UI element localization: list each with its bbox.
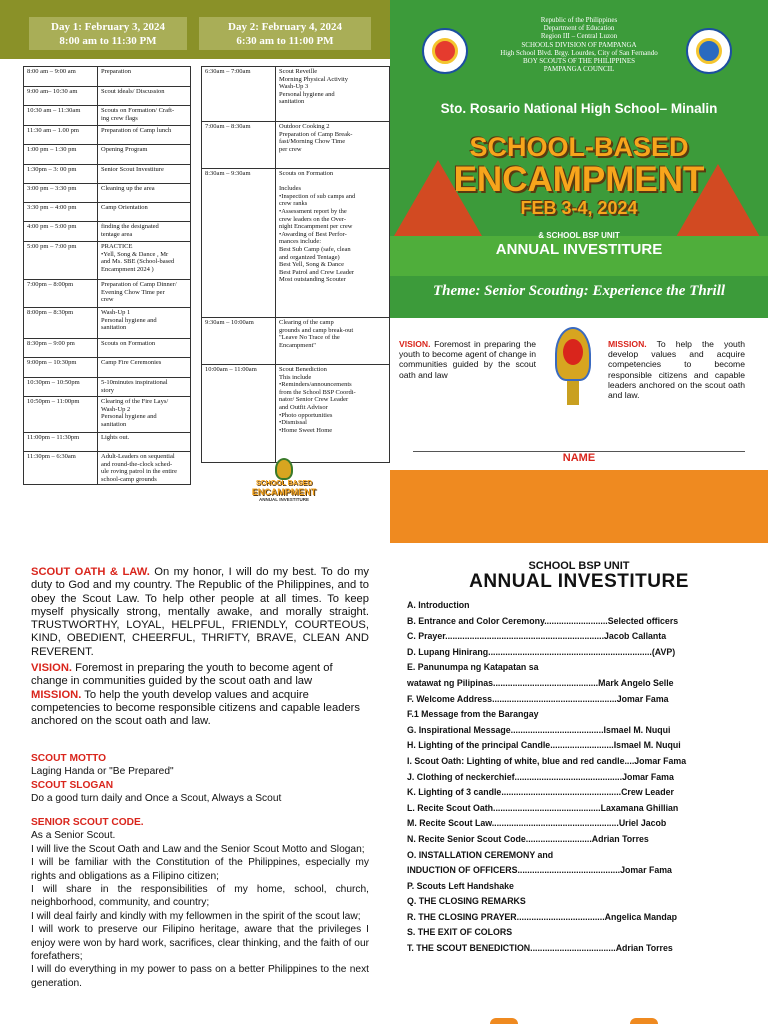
title-dates: FEB 3-4, 2024	[520, 198, 638, 218]
program-item: INDUCTION OF OFFICERS..........................................Jomar Fama	[407, 865, 672, 876]
subtitle-bsp-unit: & SCHOOL BSP UNIT	[538, 231, 620, 240]
schedule-row	[202, 67, 390, 122]
schedule-activity: Senior Scout Investiture	[98, 165, 191, 184]
schedule-activity: Scout ideals/ Discussion	[98, 87, 191, 106]
day1-date: Day 1: February 3, 2024	[51, 21, 165, 33]
schedule-activity: Preparation of Camp lunch	[98, 126, 191, 145]
motto-slogan-block	[31, 752, 369, 806]
motto-text: Laging Handa or "Be Prepared"	[31, 766, 174, 778]
cover-vision-label: VISION.	[399, 339, 431, 349]
school-name: Sto. Rosario National High School– Minalin	[440, 101, 718, 116]
gov-line: Region III – Central Luzon	[540, 32, 618, 41]
schedule-activity: Scout Benediction This include •Reminders/announcements from the School BSP Coordi- nator/ Senior Crew Leader and Outfit Advisor •Photo opportunities •Dismissal •Home Sweet Home	[276, 365, 390, 463]
orange-accent-left	[490, 1018, 518, 1024]
left-vision-label: VISION.	[31, 662, 73, 674]
small-logo-line1: SCHOOL BASED	[255, 480, 313, 487]
schedule-activity: Camp Fire Ceremonies	[98, 358, 191, 378]
schedule-time: 1:00 pm – 1:30 pm	[24, 145, 98, 165]
schedule-activity: Outdoor Cooking 2 Preparation of Camp Break- fast/Morning Chow Time per crew	[276, 122, 390, 169]
program-item: P. Scouts Left Handshake	[407, 880, 514, 891]
schedule-time: 11:30 am – 1.00 pm	[24, 126, 98, 145]
schedule-row	[24, 87, 191, 106]
small-logo-line3: ANNUAL INVESTITURE	[259, 497, 309, 502]
name-label: NAME	[562, 452, 596, 464]
division-seal-icon	[686, 28, 732, 74]
program-item: J. Clothing of neckerchief............................................Jomar Fama	[407, 771, 674, 782]
program-item: G. Inspirational Message......................................Ismael M. Nuqui	[407, 724, 671, 735]
left-vision-mission	[31, 662, 369, 728]
schedule-row	[202, 122, 390, 169]
schedule-row	[24, 339, 191, 358]
schedule-activity: Lights out.	[98, 433, 191, 452]
cover-mission	[608, 339, 745, 400]
code-label: SENIOR SCOUT CODE.	[31, 817, 144, 828]
title-school-based: SCHOOL-BASED	[469, 132, 689, 162]
schedule-row	[24, 397, 191, 433]
gov-line: PAMPANGA COUNCIL	[543, 65, 615, 74]
schedule-time: 10:00am – 11:00am	[202, 365, 276, 463]
schedule-time: 9:00 am– 10:30 am	[24, 87, 98, 106]
program-item: I. Scout Oath: Lighting of white, blue and red candle....Jomar Fama	[407, 755, 687, 766]
program-title-2: ANNUAL INVESTITURE	[469, 571, 689, 592]
code-item: I will do everything in my power to pass on a better Philippines to the next generation.	[31, 964, 369, 989]
deped-seal-icon	[422, 28, 468, 74]
theme-banner: Theme: Senior Scouting: Experience the Thrill	[432, 283, 726, 299]
gov-line: BOY SCOUTS OF THE PHILIPPINES	[522, 57, 636, 66]
orange-accent-right	[630, 1018, 658, 1024]
schedule-time: 10:30 am – 11:30am	[24, 106, 98, 126]
left-vision-text: Foremost in preparing the youth to become agent of change in communities guided by the scout oath and law	[31, 662, 333, 688]
schedule-time: 9:00pm – 10:30pm	[24, 358, 98, 378]
program-item: watawat ng Pilipinas...........................................Mark Angelo Selle	[407, 677, 674, 688]
day1-time: 8:00 am to 11:30 PM	[59, 35, 157, 47]
schedule-time: 9:30am – 10:00am	[202, 318, 276, 365]
schedule-activity: Preparation	[98, 67, 191, 87]
program-item: N. Recite Senior Scout Code...........................Adrian Torres	[407, 833, 649, 844]
schedule-time: 8:00pm – 8:30pm	[24, 308, 98, 339]
schedule-activity: Clearing of the Fire Lays/ Wash-Up 2 Personal hygiene and sanitation	[98, 397, 191, 433]
schedule-activity: Cleaning up the area	[98, 184, 191, 203]
schedule-time: 6:30am – 7:00am	[202, 67, 276, 122]
schedule-activity: Camp Orientation	[98, 203, 191, 222]
slogan-text: Do a good turn daily and Once a Scout, Always a Scout	[31, 793, 282, 805]
scout-oath-label: SCOUT OATH & LAW.	[31, 566, 150, 578]
code-item: I will live the Scout Oath and Law and the Senior Scout Motto and Slogan;	[31, 843, 365, 855]
cover-mission-label: MISSION.	[608, 339, 647, 349]
schedule-time: 3:00 pm – 3:30 pm	[24, 184, 98, 203]
encampment-small-logo	[249, 458, 319, 526]
cover-mission-text: To help the youth develop values and acquire competencies to become responsible citizens and capable leaders anchored on the scout oath and law.	[608, 339, 745, 401]
program-item: M. Recite Scout Law....................................................Uriel Jacob	[407, 818, 667, 829]
left-mission-text: To help the youth develop values and acquire competencies to become responsible citizens and capable leaders anchored on the scout oath and law.	[31, 688, 360, 728]
left-mission-label: MISSION.	[31, 688, 82, 701]
scout-emblem-icon	[275, 458, 293, 480]
cover-vision-text: Foremost in preparing the youth to become agent of change in communities guided by the scout oath and law	[399, 339, 536, 380]
schedule-activity: Scouts on Formation Includes •Inspection of sub camps and crew ranks •Assessment report by the crew leaders on the Over- night Encampment per crew •Awarding of Best Perfor- mances include: Best Sub Camp (safe, clean and organized Tentage) Best Yell, Song & Dance Best Patrol and Crew Leader Most outstanding Scouter	[276, 169, 390, 318]
schedule-activity: Opening Program	[98, 145, 191, 165]
code-item: I will work to preserve our Filipino heritage, aware that the privileges I enjoy were won by hard work, sacrifices, clear thinking, and the faith of our forefathers;	[31, 924, 369, 963]
gov-line: High School Blvd. Brgy. Lourdes, City of San Fernando	[500, 48, 658, 57]
day1-header	[29, 17, 187, 50]
program-item: H. Lighting of the principal Candle..........................Ismael M. Nuqui	[407, 740, 681, 751]
program-title-1: SCHOOL BSP UNIT	[528, 560, 630, 572]
code-item: I will be familiar with the Constitution of the Philippines, especially my rights and obligations as a Filipino citizen;	[31, 857, 369, 882]
scout-oath-text: On my honor, I will do my best. To do my duty to God and my country. The Republic of the Philippines, and to obey the Scout Law. To help other people at all times. To keep myself physically strong, mentally awake, and morally straight. TRUSTWORTHY, LOYAL, HELPFUL, FRIENDLY, COURTEOUS, KIND, OBEDIENT, CHEERFUL, THRIFTY, BRAVE, CLEAN AND REVERENT.	[31, 566, 369, 658]
day1-schedule-table	[23, 66, 191, 485]
code-list	[31, 843, 369, 990]
schedule-row	[202, 365, 390, 463]
senior-scout-code-block	[31, 816, 369, 990]
program-item: O. INSTALLATION CEREMONY and	[407, 849, 554, 860]
day2-date: Day 2: February 4, 2024	[228, 21, 342, 33]
scout-oath-block	[31, 566, 369, 659]
day2-time: 6:30 am to 11:00 PM	[236, 35, 334, 47]
program-item: C. Prayer.................................................................Jacob Callanta	[407, 631, 667, 642]
schedule-time: 7:00pm – 8:00pm	[24, 280, 98, 308]
code-item: I will share in the responsibilities of my home, school, church, neighborhood, community, and country;	[31, 884, 369, 909]
small-logo-line2: ENCAMPMENT	[251, 487, 317, 497]
schedule-row	[24, 280, 191, 308]
program-item: Q. THE CLOSING REMARKS	[407, 896, 526, 907]
schedule-row	[24, 203, 191, 222]
code-item: I will deal fairly and kindly with my fellowmen in the spirit of the scout law;	[31, 910, 361, 922]
cover-green-panel	[390, 0, 768, 318]
program-item: F. Welcome Address...................................................Jomar Fama	[407, 693, 669, 704]
program-item: T. THE SCOUT BENEDICTION...................................Adrian Torres	[407, 943, 673, 954]
schedule-row	[24, 184, 191, 203]
program-item: S. THE EXIT OF COLORS	[407, 927, 513, 938]
schedule-row	[24, 452, 191, 485]
schedule-time: 3:30 pm – 4:00 pm	[24, 203, 98, 222]
program-item: B. Entrance and Color Ceremony..........................Selected officers	[407, 615, 679, 626]
schedule-time: 11:00pm – 11:30pm	[24, 433, 98, 452]
gov-line: Department of Education	[543, 24, 615, 33]
schedule-row	[24, 126, 191, 145]
title-encampment: ENCAMPMENT	[453, 160, 705, 199]
schedule-time: 11:30pm – 6:30am	[24, 452, 98, 485]
schedule-row	[24, 145, 191, 165]
program-item: K. Lighting of 3 candle.................................................Crew Leader	[407, 787, 674, 798]
schedule-row	[24, 222, 191, 242]
day2-schedule-table	[201, 66, 390, 463]
program-item: R. THE CLOSING PRAYER....................................Angelica Mandap	[407, 911, 677, 922]
schedule-activity: Wash-Up 1 Personal hygiene and sanitation	[98, 308, 191, 339]
code-intro: As a Senior Scout.	[31, 830, 116, 842]
schedule-row	[24, 378, 191, 397]
schedule-row	[24, 165, 191, 184]
subtitle-annual-investiture: ANNUAL INVESTITURE	[495, 241, 663, 258]
schedule-row	[202, 318, 390, 365]
orange-footer-band	[390, 470, 768, 543]
schedule-row	[24, 106, 191, 126]
schedule-activity: finding the designated tentage area	[98, 222, 191, 242]
schedule-row	[24, 242, 191, 280]
program-item: A. Introduction	[407, 600, 470, 610]
bsp-emblem-icon	[547, 323, 599, 407]
schedule-row	[24, 433, 191, 452]
program-item: D. Lupang Hinirang...................................................................(AVP)	[407, 646, 676, 657]
schedule-row	[24, 67, 191, 87]
program-list	[407, 598, 727, 957]
schedule-time: 8:00 am – 9:00 am	[24, 67, 98, 87]
schedule-time: 10:30pm – 10:50pm	[24, 378, 98, 397]
schedule-time: 10:50pm – 11:00pm	[24, 397, 98, 433]
schedule-time: 5:00 pm – 7:00 pm	[24, 242, 98, 280]
schedule-activity: Clearing of the camp grounds and camp break-out "Leave No Trace of the Encampment"	[276, 318, 390, 365]
cover-vision	[399, 339, 536, 380]
schedule-time: 8:30am – 9:30am	[202, 169, 276, 318]
gov-line: Republic of the Philippines	[540, 16, 618, 24]
schedule-activity: Adult-Leaders on sequential and round-the-clock sched- ule roving patrol in the entire school-camp grounds	[98, 452, 191, 485]
schedule-activity: Scouts on Formation	[98, 339, 191, 358]
schedule-activity: PRACTICE •Yell, Song & Dance , Mr and Ms. SBE (School-based Encampment 2024 )	[98, 242, 191, 280]
schedule-time: 4:00 pm – 5:00 pm	[24, 222, 98, 242]
schedule-activity: Scout Reveille Morning Physical Activity Wash-Up 3 Personal hygiene and sanitation	[276, 67, 390, 122]
schedule-row	[24, 308, 191, 339]
gov-line: SCHOOLS DIVISION OF PAMPANGA	[521, 40, 637, 49]
schedule-time: 7:00am – 8:30am	[202, 122, 276, 169]
program-item: F.1 Message from the Barangay	[407, 709, 539, 720]
program-item: E. Panunumpa ng Katapatan sa	[407, 662, 539, 673]
government-header-text	[470, 16, 688, 73]
program-item: L. Recite Scout Oath............................................Laxamana Ghillian	[407, 802, 679, 813]
schedule-time: 8:30pm – 9:00 pm	[24, 339, 98, 358]
schedule-activity: 5-10minutes inspirational story	[98, 378, 191, 397]
schedule-row	[24, 358, 191, 378]
schedule-row	[202, 169, 390, 318]
slogan-label: SCOUT SLOGAN	[31, 779, 114, 791]
schedule-time: 1:30pm – 3: 00 pm	[24, 165, 98, 184]
schedule-activity: Preparation of Camp Dinner/ Evening Chow Time per crew	[98, 280, 191, 308]
schedule-activity: Scouts on Formation/ Craft- ing crew flags	[98, 106, 191, 126]
day2-header	[199, 17, 371, 50]
motto-label: SCOUT MOTTO	[31, 753, 107, 764]
